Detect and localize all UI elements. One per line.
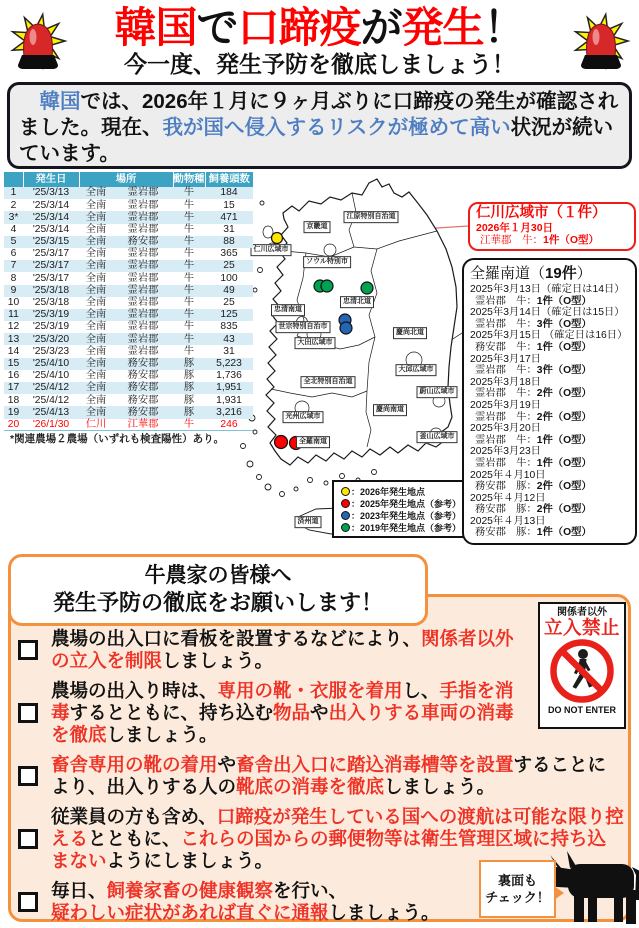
- outbreak-date: 2025年3月14日（確定日は15日）: [470, 307, 625, 319]
- map-region-label: 全羅南道: [296, 436, 330, 448]
- column-header: 場所: [79, 172, 173, 187]
- legend-dot-icon: [341, 523, 350, 532]
- table-cell: 牛: [183, 297, 195, 309]
- table-cell: 全南: [85, 272, 107, 284]
- table-cell: '25/3/23: [32, 345, 70, 357]
- table-cell: 全南: [85, 357, 107, 369]
- text-segment: が: [360, 3, 402, 51]
- table-cell: 471: [220, 211, 238, 223]
- table-cell: '25/3/19: [32, 309, 70, 321]
- outbreak-detail: 霊岩郡 牛：2件（O型）: [475, 388, 592, 400]
- table-cell: 8: [10, 272, 17, 284]
- text-segment: 関係者以外の立入を制限: [51, 628, 514, 671]
- text-segment: では、2026年１月に９ヶ月ぶりに口蹄疫の発生が確認されました。現在、: [19, 90, 619, 139]
- map-outline: [266, 179, 457, 465]
- table-cell: 16: [7, 370, 20, 382]
- outbreak-date: 2025年3月15日 （確定日は16日）: [470, 330, 628, 342]
- sign-title: 立入禁止: [543, 617, 620, 638]
- map-region-label: 慶尚南道: [373, 404, 407, 416]
- table-cell: 25: [223, 260, 235, 272]
- table-cell: 15: [223, 199, 235, 211]
- page-title: [68, 5, 571, 51]
- table-cell: 全南: [85, 309, 107, 321]
- text-segment: することにより、出入りする人の: [51, 754, 607, 797]
- table-cell: 4: [10, 223, 17, 235]
- table-row: [4, 187, 253, 199]
- column-header: 発生日: [23, 172, 79, 187]
- table-cell: 全南: [85, 345, 107, 357]
- table-cell: 1,736: [216, 370, 242, 382]
- table-cell: '25/3/14: [32, 199, 70, 211]
- table-row: [4, 199, 253, 211]
- table-cell: 霊岩郡: [127, 309, 159, 321]
- table-cell: 6: [10, 248, 17, 260]
- text-segment: 我が国へ侵入するリスクが極めて高い: [162, 116, 511, 139]
- legend-item: [341, 509, 470, 521]
- legend-dot-icon: [341, 499, 350, 508]
- table-cell: 江華郡: [113, 419, 173, 431]
- map-region-label: 釜山広域市: [417, 431, 458, 443]
- text-segment: ！: [483, 3, 525, 51]
- sign-footer: DO NOT ENTER: [547, 705, 616, 715]
- table-cell: '25/4/13: [32, 406, 70, 418]
- table-row: [4, 406, 253, 418]
- table-cell: 全南: [85, 236, 107, 248]
- header: [0, 0, 639, 80]
- map-region-label: 大田広域市: [295, 337, 336, 349]
- table-cell: 霊岩郡: [127, 260, 159, 272]
- table-row: [4, 248, 253, 260]
- table-cell: 牛: [183, 309, 195, 321]
- table-cell: 務安郡: [127, 357, 159, 369]
- table-cell: 務安郡: [127, 370, 159, 382]
- table-cell: 霊岩郡: [127, 333, 159, 345]
- table-row: [4, 333, 253, 345]
- table-cell: 49: [223, 284, 235, 296]
- page-subtitle: 今一度、発生予防を徹底しましょう！: [124, 50, 515, 77]
- table-cell: 牛: [183, 260, 195, 272]
- text-segment: 従業員の方も含め、: [51, 806, 217, 827]
- table-cell: 7: [10, 260, 17, 272]
- siren-icon-left: [8, 5, 68, 77]
- siren-icon-right: [571, 5, 631, 77]
- table-cell: 100: [220, 272, 238, 284]
- table-cell: '25/4/12: [32, 394, 70, 406]
- map-region-label: 大邱広域市: [396, 364, 437, 376]
- table-cell: 務安郡: [127, 406, 159, 418]
- table-row: [4, 309, 253, 321]
- text-segment: 靴底の消毒を徹底: [236, 776, 385, 797]
- text-segment: しましょう。: [384, 776, 496, 797]
- table-cell: '25/4/10: [32, 370, 70, 382]
- table-row: [4, 260, 253, 272]
- text-segment: で: [196, 3, 238, 51]
- text-segment: しましょう。: [328, 902, 440, 923]
- outbreak-date: 2025年3月19日: [470, 399, 541, 411]
- text-segment: を行い、: [273, 880, 348, 901]
- table-cell: 1,931: [216, 394, 242, 406]
- column-header: 動物種: [173, 172, 205, 187]
- table-row: [4, 370, 253, 382]
- column-header: 飼養頭数: [205, 172, 253, 187]
- text-segment: 状況が続いています。: [19, 116, 614, 165]
- table-cell: 牛: [183, 248, 195, 260]
- table-cell: 全南: [85, 333, 107, 345]
- map-region-label: 済州道: [295, 516, 322, 528]
- table-cell: 霊岩郡: [127, 321, 159, 333]
- outbreak-detail: 霊岩郡 牛：1件（O型）: [475, 457, 592, 469]
- table-row: [4, 358, 253, 370]
- text-segment: これらの国からの郵便物等は衛生管理区域に持ち込まない: [51, 828, 607, 871]
- text-segment: しましょう。: [162, 650, 274, 671]
- outbreak-detail: 霊岩郡 牛：3件（O型）: [475, 365, 592, 377]
- table-cell: 牛: [173, 419, 205, 431]
- table-cell: 18: [7, 394, 20, 406]
- outbreak-dot: [361, 282, 373, 294]
- table-cell: 19: [7, 406, 20, 418]
- checkbox[interactable]: [18, 766, 38, 786]
- text-segment: 疑わしい症状があれば直ぐに通報: [51, 902, 329, 923]
- outbreak-date: 2025年3月17日: [470, 353, 541, 365]
- table-cell: 牛: [183, 199, 195, 211]
- table-cell: '26/1/30: [23, 419, 79, 431]
- map-region-label: 仁川広域市: [251, 244, 292, 256]
- table-cell: '25/3/13: [32, 187, 70, 199]
- outbreak-dot: [321, 280, 333, 292]
- table-cell: 1: [10, 187, 17, 199]
- table-cell: '25/3/17: [32, 260, 70, 272]
- map-region-label: 光州広域市: [283, 411, 324, 423]
- table-cell: 31: [223, 223, 235, 235]
- table-cell: '25/4/10: [32, 357, 70, 369]
- checklist-text: [51, 880, 440, 924]
- outbreak-detail: 霊岩郡 牛：3件（O型）: [475, 318, 592, 330]
- outbreak-table: [4, 172, 253, 431]
- text-segment: 畜舎出入口に踏込消毒槽等を設置: [236, 754, 514, 775]
- table-cell: 184: [220, 187, 238, 199]
- back-check-line2: チェック！: [485, 890, 550, 905]
- table-cell: 豚: [183, 406, 195, 418]
- table-cell: 霊岩郡: [127, 187, 159, 199]
- table-row: [4, 285, 253, 297]
- table-cell: 全南: [85, 187, 107, 199]
- section-heading-line2: 発生予防の徹底をお願いします！: [52, 590, 383, 615]
- text-segment: 韓国: [114, 3, 197, 51]
- table-cell: '25/3/18: [32, 284, 70, 296]
- table-cell: 霊岩郡: [127, 248, 159, 260]
- map-legend: [332, 480, 474, 538]
- table-cell: 牛: [183, 345, 195, 357]
- legend-dot-icon: [341, 487, 350, 496]
- table-cell: 霊岩郡: [127, 199, 159, 211]
- table-cell: 全南: [85, 297, 107, 309]
- checklist-item: [18, 754, 624, 798]
- table-cell: '25/3/14: [32, 211, 70, 223]
- outbreak-detail: 務安郡 牛：1件（O型）: [475, 341, 592, 353]
- table-cell: 11: [8, 309, 19, 321]
- text-segment: 農場の出入り時は、: [51, 680, 218, 701]
- outbreak-dot: [275, 436, 288, 449]
- outbreak-detail: 務安郡 豚：1件（O型）: [475, 527, 592, 539]
- table-cell: '25/3/15: [32, 236, 70, 248]
- outbreak-detail: 務安郡 豚：2件（O型）: [475, 481, 592, 493]
- table-row: [4, 321, 253, 333]
- map-region-label: 全北特別自治道: [301, 376, 356, 388]
- table-cell: 31: [223, 345, 235, 357]
- column-header: [4, 172, 23, 187]
- table-cell: 牛: [183, 321, 195, 333]
- table-cell: 牛: [183, 236, 195, 248]
- table-cell: 1,951: [216, 382, 242, 394]
- legend-item: [341, 497, 470, 509]
- table-cell: '25/3/20: [32, 333, 70, 345]
- back-check-bubble: [479, 860, 556, 918]
- text-segment: や: [310, 702, 329, 723]
- cow-icon: [542, 842, 639, 928]
- jeonnam-entries: [470, 284, 629, 539]
- table-row: [4, 224, 253, 236]
- table-cell: 全南: [85, 370, 107, 382]
- table-cell: 365: [220, 248, 238, 260]
- outbreak-dot: [272, 233, 283, 244]
- text-segment: 口蹄疫: [237, 3, 361, 51]
- table-cell: 88: [223, 236, 235, 248]
- checklist-text: [51, 754, 624, 798]
- table-cell: 17: [7, 382, 20, 394]
- table-cell: 125: [220, 309, 238, 321]
- table-row: [4, 272, 253, 284]
- text-segment: 農場の出入口に看板を設置するなどにより、: [51, 628, 422, 649]
- checkbox[interactable]: [18, 892, 38, 912]
- map-region-label: ソウル特別市: [303, 256, 351, 268]
- table-cell: 10: [7, 297, 20, 309]
- incheon-callout-box: [468, 202, 636, 251]
- back-check-line1: 裏面も: [497, 873, 537, 888]
- map-region-label: 忠清北道: [340, 296, 374, 308]
- table-cell: 14: [7, 345, 20, 357]
- table-cell: 務安郡: [127, 236, 159, 248]
- title-block: [68, 5, 571, 78]
- incheon-detail: 江華郡 牛：1件（O型）: [480, 234, 600, 246]
- table-row: [4, 382, 253, 394]
- incheon-date: 2026年１月30日: [476, 222, 554, 234]
- table-row: [4, 419, 253, 431]
- table-cell: 霊岩郡: [127, 345, 159, 357]
- incheon-title: 仁川広域市（１件）: [476, 205, 607, 221]
- table-row: [4, 211, 253, 223]
- table-cell: 全南: [85, 382, 107, 394]
- table-cell: 全南: [85, 321, 107, 333]
- table-row: [4, 236, 253, 248]
- table-footnote: *関連農場２農場（いずれも検査陽性）あり。: [10, 433, 225, 445]
- text-segment: 毎日、: [51, 880, 107, 901]
- table-cell: 3*: [8, 211, 19, 223]
- outbreak-detail: 霊岩郡 牛：1件（O型）: [475, 434, 592, 446]
- legend-label: ：2025年発生地点（参考）: [351, 498, 462, 509]
- legend-item: [341, 485, 470, 497]
- text-segment: とともに、: [88, 828, 181, 849]
- table-cell: 牛: [183, 272, 195, 284]
- table-cell: 全南: [85, 211, 107, 223]
- table-cell: 牛: [183, 211, 195, 223]
- intro-box: [7, 82, 632, 169]
- table-cell: 5: [10, 236, 17, 248]
- table-cell: '25/3/19: [32, 321, 70, 333]
- table-cell: 霊岩郡: [127, 223, 159, 235]
- table-cell: 全南: [85, 406, 107, 418]
- jeonnam-detail-box: [462, 258, 637, 545]
- table-cell: 全南: [85, 199, 107, 211]
- checkbox[interactable]: [18, 703, 38, 723]
- table-cell: '25/3/17: [32, 248, 70, 260]
- outbreak-date: 2025年3月23日: [470, 446, 541, 458]
- table-cell: '25/3/17: [32, 272, 70, 284]
- table-cell: 務安郡: [127, 394, 159, 406]
- table-cell: 霊岩郡: [127, 297, 159, 309]
- legend-label: ：2026年発生地点: [351, 486, 426, 497]
- map-region-label: 江原特別自治道: [344, 211, 399, 223]
- text-segment: 手指を消毒: [51, 680, 514, 723]
- no-entry-icon: [549, 638, 615, 704]
- table-cell: 全南: [85, 394, 107, 406]
- table-cell: 霊岩郡: [127, 284, 159, 296]
- checklist-text: [51, 628, 520, 672]
- table-cell: 25: [223, 297, 235, 309]
- table-cell: 12: [7, 321, 20, 333]
- table-cell: '25/3/14: [32, 223, 70, 235]
- text-segment: 出入りする車両の消毒を徹底: [51, 702, 514, 745]
- text-segment: 口蹄疫が発生している国への渡航は可能な限り控える: [51, 806, 624, 849]
- sign-header: 関係者以外: [557, 607, 607, 618]
- table-cell: 2: [10, 199, 17, 211]
- middle-section: [0, 172, 639, 548]
- map-region-label: 忠清南道: [271, 304, 305, 316]
- map-region-label: 慶尚北道: [393, 327, 427, 339]
- table-cell: 霊岩郡: [127, 272, 159, 284]
- no-entry-sign: [538, 602, 626, 729]
- table-row: [4, 394, 253, 406]
- table-cell: 牛: [183, 333, 195, 345]
- outbreak-detail: 務安郡 豚：2件（O型）: [475, 504, 592, 516]
- text-segment: [19, 90, 40, 113]
- table-cell: '25/3/18: [32, 297, 70, 309]
- table-cell: 豚: [183, 394, 195, 406]
- legend-dot-icon: [341, 511, 350, 520]
- outbreak-dot: [290, 437, 303, 450]
- text-segment: 専用の靴・衣服を着用: [217, 680, 403, 701]
- checklist-text: [51, 680, 520, 746]
- outbreak-detail: 霊岩郡 牛：1件（O型）: [475, 295, 592, 307]
- table-cell: 牛: [183, 223, 195, 235]
- prevention-section: [0, 548, 639, 926]
- outbreak-date: 2025年４月12日: [470, 492, 546, 504]
- table-cell: 全南: [85, 223, 107, 235]
- table-cell: 15: [7, 357, 20, 369]
- table-cell: 豚: [183, 370, 195, 382]
- outbreak-date: 2025年４月13日: [470, 515, 546, 527]
- table-cell: '25/4/12: [32, 382, 70, 394]
- text-segment: しましょう。: [106, 724, 218, 745]
- text-segment: ようにしましょう。: [106, 850, 274, 871]
- table-cell: 全南: [85, 248, 107, 260]
- jeonnam-title: 全羅南道（19件）: [470, 265, 592, 282]
- table-cell: 仁川: [79, 419, 113, 431]
- table-cell: 豚: [183, 382, 195, 394]
- map-region-label: 蔚山広域市: [417, 386, 458, 398]
- outbreak-date: 2025年3月20日: [470, 423, 541, 435]
- map-region-label: 京畿道: [304, 221, 331, 233]
- text-segment: するとともに、持ち込む: [69, 702, 274, 723]
- text-segment: 発生: [401, 3, 484, 51]
- outbreak-date: 2025年3月18日: [470, 376, 541, 388]
- table-cell: 43: [223, 333, 235, 345]
- table-header-row: [4, 172, 253, 187]
- table-cell: 全南: [85, 260, 107, 272]
- table-cell: 牛: [183, 284, 195, 296]
- checklist-item: [18, 680, 624, 746]
- outbreak-date: 2025年４月10日: [470, 469, 546, 481]
- table-row: [4, 297, 253, 309]
- checkbox[interactable]: [18, 829, 38, 849]
- table-cell: 9: [10, 284, 17, 296]
- table-cell: 5,223: [216, 357, 242, 369]
- table-cell: 13: [7, 333, 20, 345]
- table-cell: 20: [4, 419, 23, 431]
- table-cell: 3,216: [216, 406, 242, 418]
- table-cell: 全南: [85, 284, 107, 296]
- checklist-item: [18, 628, 624, 672]
- table-cell: 246: [205, 419, 253, 431]
- text-segment: 飼養家畜の健康観察: [106, 880, 274, 901]
- checkbox[interactable]: [18, 640, 38, 660]
- outbreak-date: 2025年3月13日（確定日は14日）: [470, 284, 625, 295]
- table-cell: 務安郡: [127, 382, 159, 394]
- text-segment: し、: [402, 680, 440, 701]
- table-cell: 835: [220, 321, 238, 333]
- legend-label: ：2019年発生地点（参考）: [351, 522, 462, 533]
- map-region-label: 世宗特別自治市: [276, 321, 331, 333]
- section-heading-box: [8, 554, 428, 626]
- text-segment: 物品: [273, 702, 311, 723]
- text-segment: や: [217, 754, 237, 775]
- outbreak-dot: [340, 322, 352, 334]
- table-cell: 霊岩郡: [127, 211, 159, 223]
- text-segment: 韓国: [39, 90, 81, 113]
- table-cell: 牛: [183, 187, 195, 199]
- legend-item: [341, 521, 470, 533]
- table-row: [4, 345, 253, 357]
- text-segment: 畜舎専用の靴の着用: [51, 754, 218, 775]
- table-cell: 豚: [183, 357, 195, 369]
- outbreak-detail: 霊岩郡 牛：2件（O型）: [475, 411, 592, 423]
- legend-label: ：2023年発生地点（参考）: [351, 510, 462, 521]
- section-heading-line1: 牛農家の皆様へ: [144, 564, 292, 587]
